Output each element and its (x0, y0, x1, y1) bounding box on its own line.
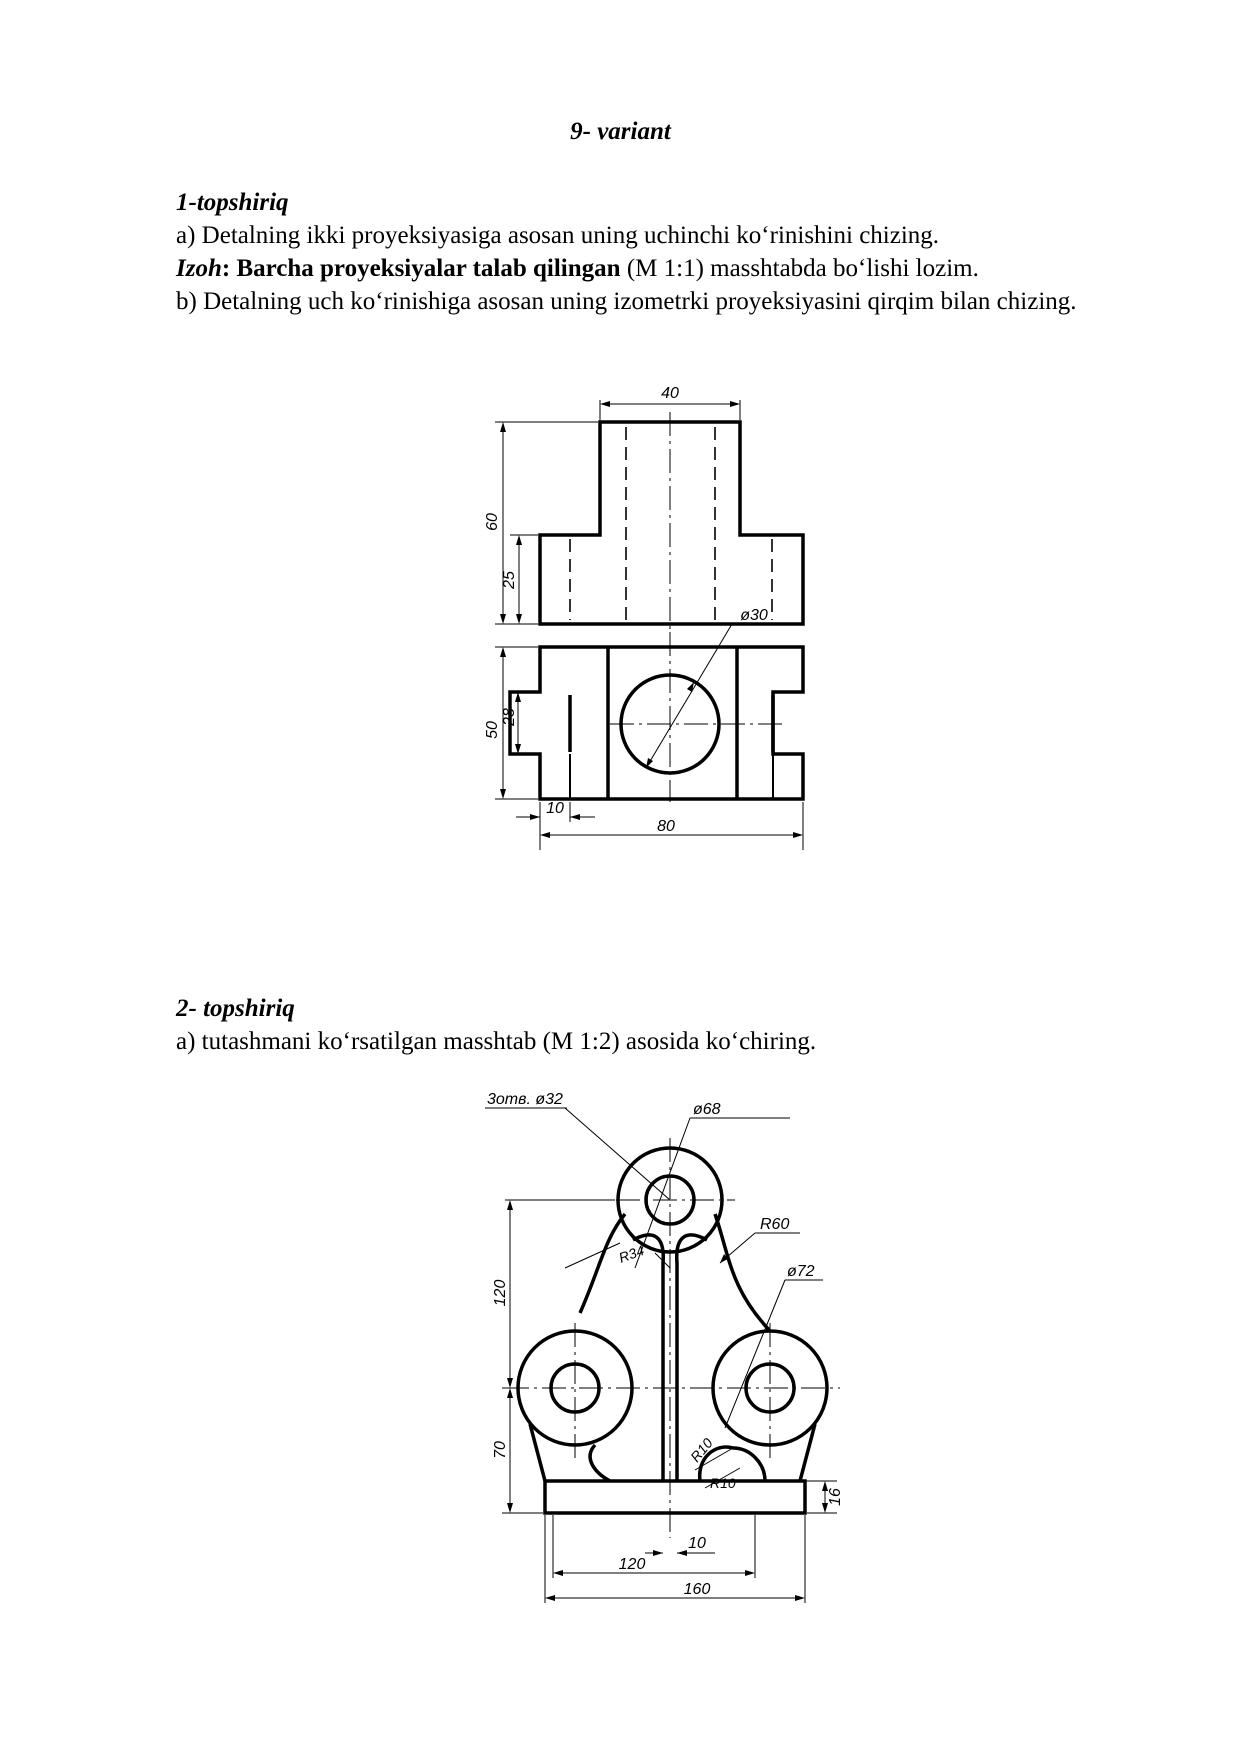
task2-item-a: a) tutashmani ko‘rsatilgan masshtab (M 1:2) asosida ko‘chiring. (176, 1028, 817, 1055)
top-dim-offset: 10 (546, 800, 564, 817)
note-bold-text: Barcha proyeksiyalar talab qilingan (236, 255, 621, 282)
label-h70: 70 (492, 1441, 509, 1459)
label-w10: 10 (688, 1535, 706, 1552)
label-r60: R60 (760, 1216, 790, 1233)
label-w160: 160 (683, 1581, 711, 1598)
note-label: Izoh (176, 255, 222, 282)
task2-section (176, 992, 1136, 1058)
page-title: 9- variant (570, 118, 671, 145)
label-r34: R34 (616, 1241, 647, 1266)
task2-drawing (465, 1088, 885, 1608)
task2-heading: 2- topshiriq (176, 995, 295, 1022)
front-view (495, 400, 803, 632)
top-view (495, 624, 803, 850)
front-dim-width: 40 (661, 385, 679, 402)
label-r10a: R10 (687, 1434, 716, 1465)
label-d68: ø68 (693, 1101, 721, 1118)
label-d72: ø72 (787, 1263, 815, 1280)
label-h120: 120 (492, 1279, 509, 1307)
top-dim-slot: 28 (501, 708, 518, 726)
top-dim-length: 80 (657, 818, 675, 835)
label-w120: 120 (618, 1556, 646, 1573)
front-dim-step: 25 (501, 571, 518, 589)
task1-heading: 1-topshiriq (176, 189, 289, 216)
label-r10b: R10 (710, 1475, 736, 1491)
top-dim-depth: 50 (484, 721, 501, 739)
task1-note (176, 252, 1136, 285)
label-t16: 16 (827, 1488, 844, 1506)
top-dim-diameter: ø30 (740, 607, 768, 624)
task1-item-b: b) Detalning uch ko‘rinishiga asosan uning izometrki proyeksiyasini qirqim bilan chizing. (176, 288, 1077, 315)
task1-section (176, 186, 1136, 318)
note-rest-text: (M 1:1) masshtabda bo‘lishi lozim. (620, 255, 979, 282)
note-colon: : (221, 255, 237, 282)
label-holes: 3отв. ø32 (487, 1091, 563, 1108)
task1-drawing (440, 362, 860, 952)
task1-item-a: a) Detalning ikki proyeksiyasiga asosan uning uchinchi ko‘rinishini chizing. (176, 222, 940, 249)
front-dim-height: 60 (484, 513, 501, 531)
